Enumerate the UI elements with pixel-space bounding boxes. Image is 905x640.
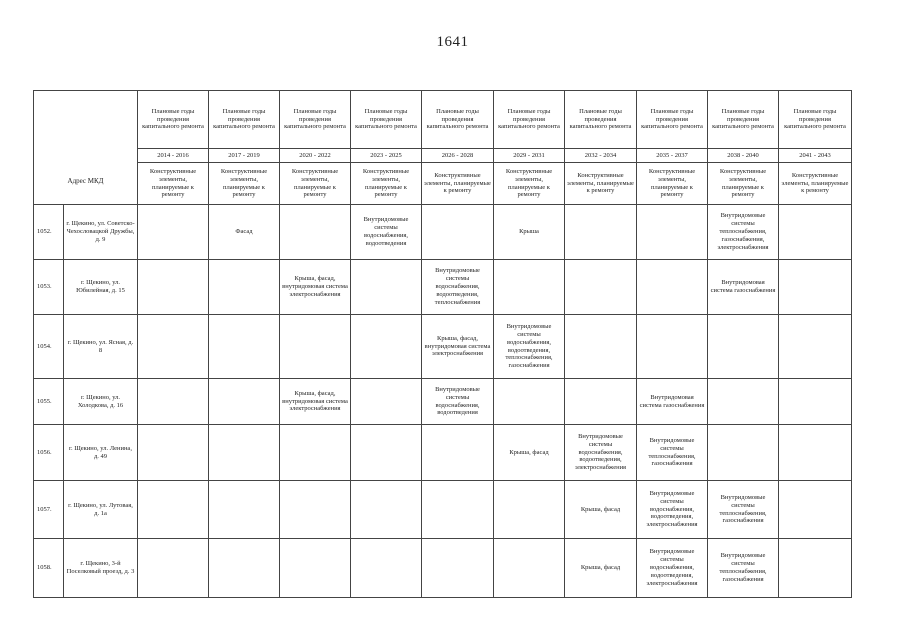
repair-elements-cell [351,539,422,598]
elements-header: Конструктивные элементы, планируемые к ремонту [637,163,708,205]
planned-header: Плановые годы проведения капитального ремонта [779,91,852,149]
planned-header: Плановые годы проведения капитального ремонта [637,91,708,149]
repair-elements-cell: Крыша [494,205,565,260]
repair-elements-cell [422,205,494,260]
repair-elements-cell: Крыша, фасад [565,539,637,598]
repair-elements-cell [565,379,637,425]
planned-header: Плановые годы проведения капитального ремонта [351,91,422,149]
period-header: 2035 - 2037 [637,149,708,163]
repair-elements-cell [494,260,565,315]
repair-elements-cell [351,379,422,425]
planned-header: Плановые годы проведения капитального ремонта [138,91,209,149]
building-address: г. Щекино, ул. Холодкова, д. 16 [64,379,138,425]
repair-elements-cell [494,481,565,539]
building-address: г. Щекино, ул. Ленина, д. 49 [64,425,138,481]
planned-header: Плановые годы проведения капитального ремонта [209,91,280,149]
repair-elements-cell [422,481,494,539]
row-number: 1056. [34,425,64,481]
repair-elements-cell [779,481,852,539]
repair-elements-cell [637,260,708,315]
repair-elements-cell: Внутридомовые системы теплоснабжения, газоснабжения [637,425,708,481]
repair-elements-cell [209,481,280,539]
table-row [34,205,852,260]
repair-elements-cell: Внутридомовые системы водоснабжения, водоотведения [351,205,422,260]
row-number: 1058. [34,539,64,598]
repair-elements-cell: Крыша, фасад [565,481,637,539]
repair-elements-cell: Внутридомовые системы теплоснабжения, газоснабжения, электроснабжения [708,205,779,260]
repair-elements-cell: Внутридомовые системы водоснабжения, водоотведения [422,379,494,425]
capital-repair-schedule-table [33,90,852,598]
planned-header: Плановые годы проведения капитального ремонта [565,91,637,149]
repair-elements-cell [209,315,280,379]
repair-elements-cell: Крыша, фасад [494,425,565,481]
repair-elements-cell [494,379,565,425]
repair-elements-cell [494,539,565,598]
row-number: 1053. [34,260,64,315]
period-header: 2026 - 2028 [422,149,494,163]
repair-elements-cell: Внутридомовые системы водоснабжения, водоотведения, электроснабжения [637,539,708,598]
elements-header: Конструктивные элементы, планируемые к ремонту [422,163,494,205]
repair-elements-cell [209,260,280,315]
planned-header: Плановые годы проведения капитального ремонта [494,91,565,149]
period-header: 2032 - 2034 [565,149,637,163]
table-row [34,260,852,315]
period-header: 2041 - 2043 [779,149,852,163]
repair-elements-cell [138,260,209,315]
repair-elements-cell [637,205,708,260]
repair-elements-cell [351,260,422,315]
elements-header: Конструктивные элементы, планируемые к ремонту [138,163,209,205]
repair-elements-cell [138,425,209,481]
header-row-elements [34,163,852,205]
repair-elements-cell [280,315,351,379]
repair-elements-cell [422,425,494,481]
table-row [34,539,852,598]
period-header: 2038 - 2040 [708,149,779,163]
repair-elements-cell [779,315,852,379]
elements-header: Конструктивные элементы, планируемые к ремонту [708,163,779,205]
row-number: 1054. [34,315,64,379]
planned-header: Плановые годы проведения капитального ремонта [280,91,351,149]
planned-header: Плановые годы проведения капитального ремонта [422,91,494,149]
repair-elements-cell [280,481,351,539]
repair-elements-cell: Внутридомовые системы водоснабжения, водоотведения, электроснабжения [637,481,708,539]
page-number: 1641 [436,34,469,50]
repair-elements-cell [138,315,209,379]
period-header: 2017 - 2019 [209,149,280,163]
repair-elements-cell: Внутридомовая система газоснабжения [637,379,708,425]
repair-elements-cell [779,539,852,598]
repair-elements-cell [209,539,280,598]
header-row-planned [34,91,852,149]
table-row [34,425,852,481]
period-header: 2014 - 2016 [138,149,209,163]
repair-elements-cell [565,315,637,379]
repair-elements-cell [280,425,351,481]
table-row [34,481,852,539]
elements-header: Конструктивные элементы, планируемые к ремонту [351,163,422,205]
building-address: г. Щекино, ул. Ясная, д. 8 [64,315,138,379]
repair-elements-cell: Внутридомовые системы водоснабжения, водоотведения, электроснабжения [565,425,637,481]
repair-elements-cell: Внутридомовые системы водоснабжения, водоотведения, теплоснабжения [422,260,494,315]
repair-elements-cell [779,425,852,481]
repair-elements-cell: Крыша, фасад, внутридомовая система электроснабжения [280,260,351,315]
elements-header: Конструктивные элементы, планируемые к ремонту [209,163,280,205]
repair-elements-cell [708,425,779,481]
repair-elements-cell: Внутридомовые системы теплоснабжения, газоснабжения [708,539,779,598]
repair-elements-cell [708,315,779,379]
elements-header: Конструктивные элементы, планируемые к ремонту [280,163,351,205]
table-row [34,379,852,425]
repair-elements-cell [779,260,852,315]
repair-elements-cell: Внутридомовая система газоснабжения [708,260,779,315]
repair-elements-cell [637,315,708,379]
building-address: г. Щекино, 3-й Поселковый проезд, д. 3 [64,539,138,598]
row-number: 1052. [34,205,64,260]
repair-elements-cell: Внутридомовые системы теплоснабжения, газоснабжения [708,481,779,539]
repair-elements-cell [138,481,209,539]
table-row [34,315,852,379]
elements-header: Конструктивные элементы, планируемые к ремонту [779,163,852,205]
repair-elements-cell [209,425,280,481]
building-address: г. Щекино, ул. Юбилейная, д. 15 [64,260,138,315]
repair-elements-cell [708,379,779,425]
repair-elements-cell [280,205,351,260]
repair-elements-cell: Внутридомовые системы водоснабжения, водоотведения, теплоснабжения, газоснабжения [494,315,565,379]
planned-header: Плановые годы проведения капитального ремонта [708,91,779,149]
repair-elements-cell [351,425,422,481]
building-address: г. Щекино, ул. Лутовая, д. 1а [64,481,138,539]
repair-elements-cell: Крыша, фасад, внутридомовая система электроснабжения [422,315,494,379]
period-header: 2029 - 2031 [494,149,565,163]
repair-elements-cell: Крыша, фасад, внутридомовая система электроснабжения [280,379,351,425]
repair-elements-cell [351,315,422,379]
address-header: Адрес МКД [34,91,138,205]
repair-elements-cell [209,379,280,425]
repair-elements-cell [280,539,351,598]
repair-elements-cell [565,205,637,260]
repair-elements-cell: Фасад [209,205,280,260]
repair-elements-cell [565,260,637,315]
repair-elements-cell [422,539,494,598]
repair-elements-cell [779,205,852,260]
repair-elements-cell [138,539,209,598]
period-header: 2023 - 2025 [351,149,422,163]
building-address: г. Щекино, ул. Советско-Чехословацкой Дружбы, д. 9 [64,205,138,260]
repair-elements-cell [351,481,422,539]
header-row-periods [34,149,852,163]
row-number: 1057. [34,481,64,539]
row-number: 1055. [34,379,64,425]
repair-elements-cell [138,205,209,260]
elements-header: Конструктивные элементы, планируемые к ремонту [565,163,637,205]
period-header: 2020 - 2022 [280,149,351,163]
elements-header: Конструктивные элементы, планируемые к ремонту [494,163,565,205]
repair-elements-cell [138,379,209,425]
repair-elements-cell [779,379,852,425]
